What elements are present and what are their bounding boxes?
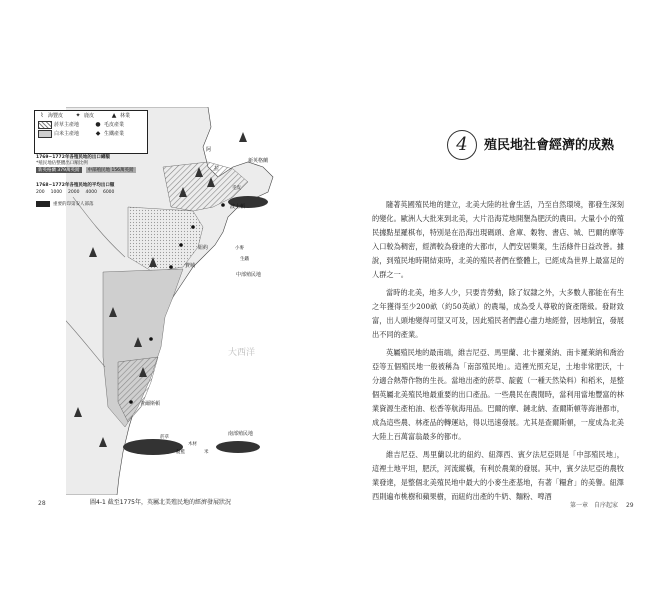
figure-caption: 圖4-1 截至1775年，英屬北美殖民地的經濟發展狀況: [90, 499, 231, 506]
right-page-number: 29: [625, 502, 634, 509]
label-la: 拉: [214, 166, 220, 172]
export-chart-title: 1769~1772年各殖民地的出口總額: [36, 155, 110, 160]
label-wood: 木材: [188, 442, 197, 447]
hatch-swatch: [38, 121, 52, 129]
bar-chart-title: 1768~1772年各殖民地的平均出口額: [36, 183, 115, 188]
axis-tick: 2000: [68, 190, 80, 195]
map-legend: [34, 110, 148, 154]
label-rice: 米: [204, 450, 209, 455]
tribe-swatch: [36, 201, 50, 207]
label-charleston: 查爾斯頓: [140, 401, 161, 407]
legend-label: 海豐皮: [48, 113, 64, 119]
label-fur: 毛皮: [232, 186, 241, 191]
paragraph: 隨著英國殖民地的建立，北美大陸的社會生活，乃至自然環境，都發生深刻的變化。歐洲人大批來到北美，大片沿海荒地開墾為肥沃的農田。大量小小的殖民據點星羅棋布，特別是在沿海出現碼頭、倉庫、穀物、書店、城、巴爾的摩等入口較為稠密，經濟較為發達的大都市，人們安居樂業，生活條件日益改善。據說，到殖民地時期結束時，北美的殖民者們在整體上，已經成為世界上最富足的人群之一。: [372, 200, 624, 279]
paragraph: 英屬殖民地的最南端，維吉尼亞、馬里蘭、北卡羅萊納、南卡羅萊納和喬治亞等五個殖民地一般被稱為「南部殖民地」。這裡光照充足，土地非常肥沃，十分適合熱帶作物的生長。當地出產的菸草、靛藍（一種天然染料）和稻米，是整個英屬北美殖民地最重要的出口產品。一些農民在農閒時，當利用當地豐富的林業資源生產柏油、松香等航海用品。巴爾的摩、鏈北納、查爾斯頓等海港都市，成為這些農、林產品的轉運站，得以迅速發展。尤其是查爾斯頓，一度成為北美大陸上百萬富翁最多的都市。: [372, 348, 624, 441]
label-atlantic: 大西洋: [228, 348, 256, 358]
label-tobacco: 菸草: [160, 435, 169, 440]
label-indigo: 靛藍: [176, 450, 185, 455]
running-footer: 第一章 自序起家: [570, 502, 619, 509]
export-chart: [36, 154, 148, 176]
label-boston: 波士頓: [230, 204, 246, 210]
tribe-note: 重要的印第安人部落: [53, 202, 94, 207]
export-item: 中部殖民地 156萬英鎊: [87, 168, 134, 173]
axis-tick: 6000: [102, 190, 115, 195]
axis-tick: 1000: [50, 190, 63, 195]
deer-icon: ✦: [75, 112, 81, 119]
paragraph: 當時的北美，地多人少，只要肯勞動，除了奴隸之外，大多數人都能在有生之年獲得至少200畝（約50英畝）的農場，成為受人尊敬的資產階級。發財致富，出人頭地變得可望又可及，因此殖民者們盡心盡力地經營，因地制宜，發展出不同的產業。: [372, 288, 624, 339]
body-text: [372, 198, 624, 508]
legend-label: 毛皮產業: [104, 122, 125, 128]
export-item: 新英格蘭 379萬英鎊: [38, 168, 80, 173]
legend-label: 白米主產地: [54, 131, 80, 137]
label-middle-colonies: 中部殖民地: [236, 272, 262, 278]
label-new-england: 新英格蘭: [248, 158, 269, 164]
label-wheat: 小麥: [235, 246, 244, 251]
label-iron: 生鐵: [240, 257, 249, 262]
grey-swatch: [38, 130, 52, 138]
legend-label: 林業: [120, 113, 131, 119]
legend-label: 鹿皮: [84, 113, 95, 119]
axis-tick: 200: [36, 190, 45, 195]
paragraph: 維吉尼亞、馬里蘭以北的紐約、紐澤西、賓夕法尼亞則是「中部殖民地」，這裡土地平坦，肥沃，河流縱橫，有利於農業的發展。其中，賓夕法尼亞的農牧業發達，是整個北美殖民地中最大的小麥生產基地，有著「糧倉」的美譽。紐澤西則遍布桃樹和蘋果樹，而紐約出產的牛奶、麵粉、啤酒: [372, 450, 624, 501]
dot-icon: ●: [95, 121, 101, 128]
chapter-title: 殖民地社會經濟的成熟: [484, 138, 615, 153]
label-south-colonies: 南部殖民地: [228, 431, 254, 437]
legend-label: 菸草主產地: [54, 122, 80, 128]
right-footer: [570, 500, 634, 509]
average-export-chart: [36, 182, 148, 218]
label-philadelphia: 費城: [185, 263, 196, 269]
diamond-icon: ◆: [95, 130, 101, 137]
label-a: 阿: [206, 147, 212, 153]
label-newyork: 紐約: [198, 245, 209, 251]
legend-label: 生鐵產業: [104, 131, 125, 137]
chapter-number: 4: [447, 130, 477, 160]
tree-icon: ▲: [111, 112, 117, 119]
axis-tick: 4000: [85, 190, 97, 195]
left-page-number: 28: [38, 500, 46, 507]
export-chart-note: *殖民地佔整體出口額比例: [36, 161, 88, 166]
seal-icon: ⌇: [40, 112, 44, 119]
